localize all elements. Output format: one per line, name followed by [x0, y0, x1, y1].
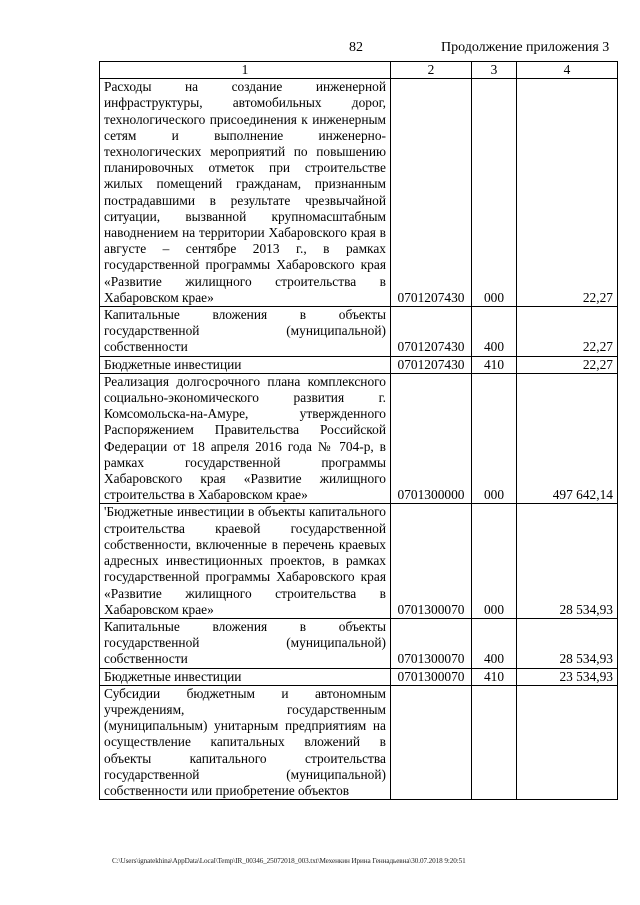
row-code	[391, 685, 472, 799]
file-path-footer: C:\Users\ignatekhina\AppData\Local\Temp\IR_00346_25072018_003.txt\Мехенкин Ирина Геннадьевна\30.07.2018 9:20:51	[112, 857, 466, 865]
table-row	[100, 685, 618, 799]
row-type: 000	[472, 373, 517, 504]
table-row	[100, 504, 618, 618]
row-type: 000	[472, 504, 517, 618]
column-header: 3	[472, 62, 517, 79]
table-row	[100, 79, 618, 307]
row-type	[472, 685, 517, 799]
row-code: 0701207430	[391, 356, 472, 373]
row-code: 0701300070	[391, 668, 472, 685]
row-name: Расходы на создание инженерной инфраструктуры, автомобильных дорог, технологического присоединения к инженерным сетям и выполнение инженерно-технологических мероприятий по повышению планировочных отметок при строительстве жилых помещений гражданам, признанным пострадавшими в результате чрезвычайной ситуации, вызванной крупномасштабным наводнением на территории Хабаровского края в августе – сентябре 2013 г., в рамках государственной программы Хабаровского края «Развитие жилищного строительства в Хабаровском крае»	[100, 79, 391, 307]
appendix-table	[99, 61, 618, 800]
row-type: 000	[472, 79, 517, 307]
continuation-label: Продолжение приложения 3	[441, 40, 610, 55]
row-amount: 497 642,14	[517, 373, 618, 504]
column-header: 1	[100, 62, 391, 79]
table-row	[100, 307, 618, 357]
row-amount: 22,27	[517, 307, 618, 357]
row-code: 0701207430	[391, 307, 472, 357]
table-row	[100, 356, 618, 373]
table-header-row	[100, 62, 618, 79]
row-amount: 28 534,93	[517, 504, 618, 618]
row-type: 410	[472, 668, 517, 685]
row-name: Капитальные вложения в объекты государственной (муниципальной) собственности	[100, 618, 391, 668]
row-type: 410	[472, 356, 517, 373]
table-row	[100, 618, 618, 668]
row-name: Бюджетные инвестиции	[100, 668, 391, 685]
table-row	[100, 668, 618, 685]
row-name: Бюджетные инвестиции	[100, 356, 391, 373]
row-name: 'Бюджетные инвестиции в объекты капитального строительства краевой государственной собственности, включенные в перечень краевых адресных инвестиционных проектов, в рамках государственной программы Хабаровского края «Развитие жилищного строительства в Хабаровском крае»	[100, 504, 391, 618]
column-header: 4	[517, 62, 618, 79]
page-number: 82	[349, 40, 363, 55]
row-name: Реализация долгосрочного плана комплексного социально-экономического развития г. Комсомольска-на-Амуре, утвержденного Распоряжением Правительства Российской Федерации от 18 апреля 2016 года № 704-р, в рамках государственной программы Хабаровского края «Развитие жилищного строительства в Хабаровском крае»	[100, 373, 391, 504]
row-type: 400	[472, 307, 517, 357]
row-amount	[517, 685, 618, 799]
column-header: 2	[391, 62, 472, 79]
row-code: 0701300070	[391, 618, 472, 668]
row-amount: 22,27	[517, 79, 618, 307]
row-type: 400	[472, 618, 517, 668]
row-code: 0701300070	[391, 504, 472, 618]
row-code: 0701207430	[391, 79, 472, 307]
row-amount: 22,27	[517, 356, 618, 373]
row-amount: 28 534,93	[517, 618, 618, 668]
row-name: Субсидии бюджетным и автономным учреждениям, государственным (муниципальным) унитарным предприятиям на осуществление капитальных вложений в объекты капитального строительства государственной (муниципальной) собственности или приобретение объектов	[100, 685, 391, 799]
row-name: Капитальные вложения в объекты государственной (муниципальной) собственности	[100, 307, 391, 357]
row-code: 0701300000	[391, 373, 472, 504]
table-row	[100, 373, 618, 504]
row-amount: 23 534,93	[517, 668, 618, 685]
